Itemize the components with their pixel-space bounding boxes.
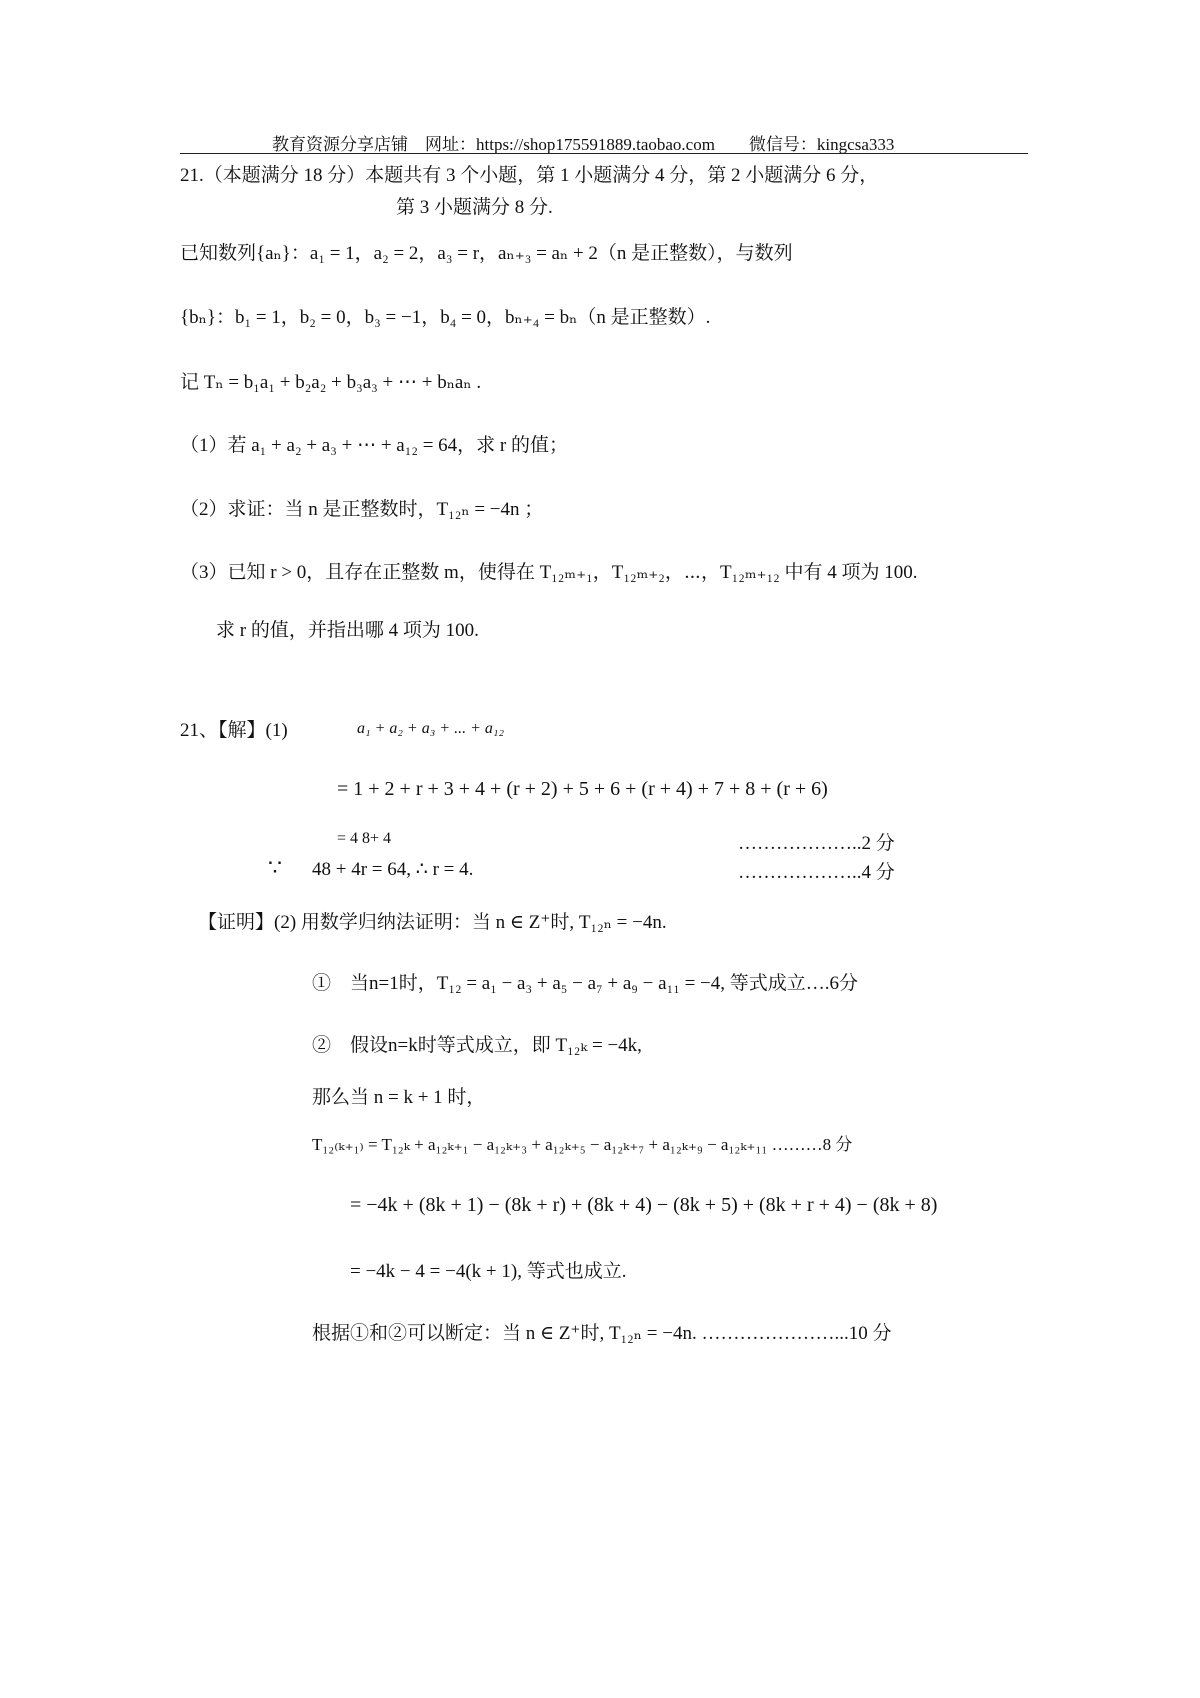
problem-heading-cont: 第 3 小题满分 8 分. xyxy=(396,197,553,218)
question-3: （3）已知 r > 0，且存在正整数 m，使得在 T₁₂ₘ₊₁，T₁₂ₘ₊₂，⋯，T₁₂ₘ₊₁₂ 中有 4 项为 100. xyxy=(180,562,918,583)
page-header: 教育资源分享店铺 网址：https://shop175591889.taobao.com 微信号：kingcsa333 xyxy=(272,135,895,154)
question-3-cont: 求 r 的值，并指出哪 4 项为 100. xyxy=(216,620,479,641)
problem-heading: 21.（本题满分 18 分）本题共有 3 个小题，第 1 小题满分 4 分，第 2 小题满分 6 分， xyxy=(180,165,879,186)
given-sequence-b: {bₙ}：b₁ = 1，b₂ = 0，b₃ = −1，b₄ = 0，bₙ₊₄ = bₙ（n 是正整数）. xyxy=(180,307,711,328)
score-4: ………………..4 分 xyxy=(738,862,895,883)
question-2: （2）求证：当 n 是正整数时，T₁₂ₙ = −4n ； xyxy=(180,499,544,520)
because-symbol: ∵ xyxy=(268,855,282,880)
proof-2-title: 【证明】(2) 用数学归纳法证明：当 n ∈ Z⁺时, T₁₂ₙ = −4n. xyxy=(198,912,667,933)
question-1: （1）若 a₁ + a₂ + a₃ + ⋯ + a₁₂ = 64，求 r 的值； xyxy=(180,435,569,456)
solution-1-expr: a₁ + a₂ + a₃ + ... + a₁₂ xyxy=(357,720,504,737)
proof-2-step-line2: = −4k + (8k + 1) − (8k + r) + (8k + 4) − (8k + 5) + (8k + r + 4) − (8k + 8) xyxy=(350,1194,938,1216)
proof-2-induction-start: 那么当 n = k + 1 时， xyxy=(312,1087,486,1108)
proof-2-hypothesis: ② 假设n=k时等式成立，即 T₁₂ₖ = −4k, xyxy=(312,1035,642,1056)
solution-1-label: 21、【解】(1) xyxy=(180,720,288,741)
proof-2-step-line3: = −4k − 4 = −4(k + 1), 等式也成立. xyxy=(350,1261,627,1282)
solution-1-expansion: = 1 + 2 + r + 3 + 4 + (r + 2) + 5 + 6 + (r + 4) + 7 + 8 + (r + 6) xyxy=(337,778,828,800)
given-sequence-a: 已知数列{aₙ}：a₁ = 1，a₂ = 2，a₃ = r，aₙ₊₃ = aₙ + 2（n 是正整数），与数列 xyxy=(180,243,793,264)
proof-2-base-case: ① 当n=1时，T₁₂ = a₁ − a₃ + a₅ − a₇ + a₉ − a₁₁ = −4, 等式成立….6分 xyxy=(312,973,859,994)
proof-2-conclusion: 根据①和②可以断定：当 n ∈ Z⁺时, T₁₂ₙ = −4n. …………………...10 分 xyxy=(312,1323,892,1344)
define-T: 记 Tₙ = b₁a₁ + b₂a₂ + b₃a₃ + ⋯ + bₙaₙ . xyxy=(180,372,482,393)
score-2: ………………..2 分 xyxy=(738,833,895,854)
solution-1-sum: = 4 8+ 4 xyxy=(337,830,392,847)
header-rule xyxy=(180,153,1028,154)
solution-1-result: 48 + 4r = 64, ∴ r = 4. xyxy=(312,859,474,880)
proof-2-step-line1: T₁₂₍ₖ₊₁₎ = T₁₂ₖ + a₁₂ₖ₊₁ − a₁₂ₖ₊₃ + a₁₂ₖ₊₅ − a₁₂ₖ₊₇ + a₁₂ₖ₊₉ − a₁₂ₖ₊₁₁ ………8 分 xyxy=(312,1135,853,1154)
